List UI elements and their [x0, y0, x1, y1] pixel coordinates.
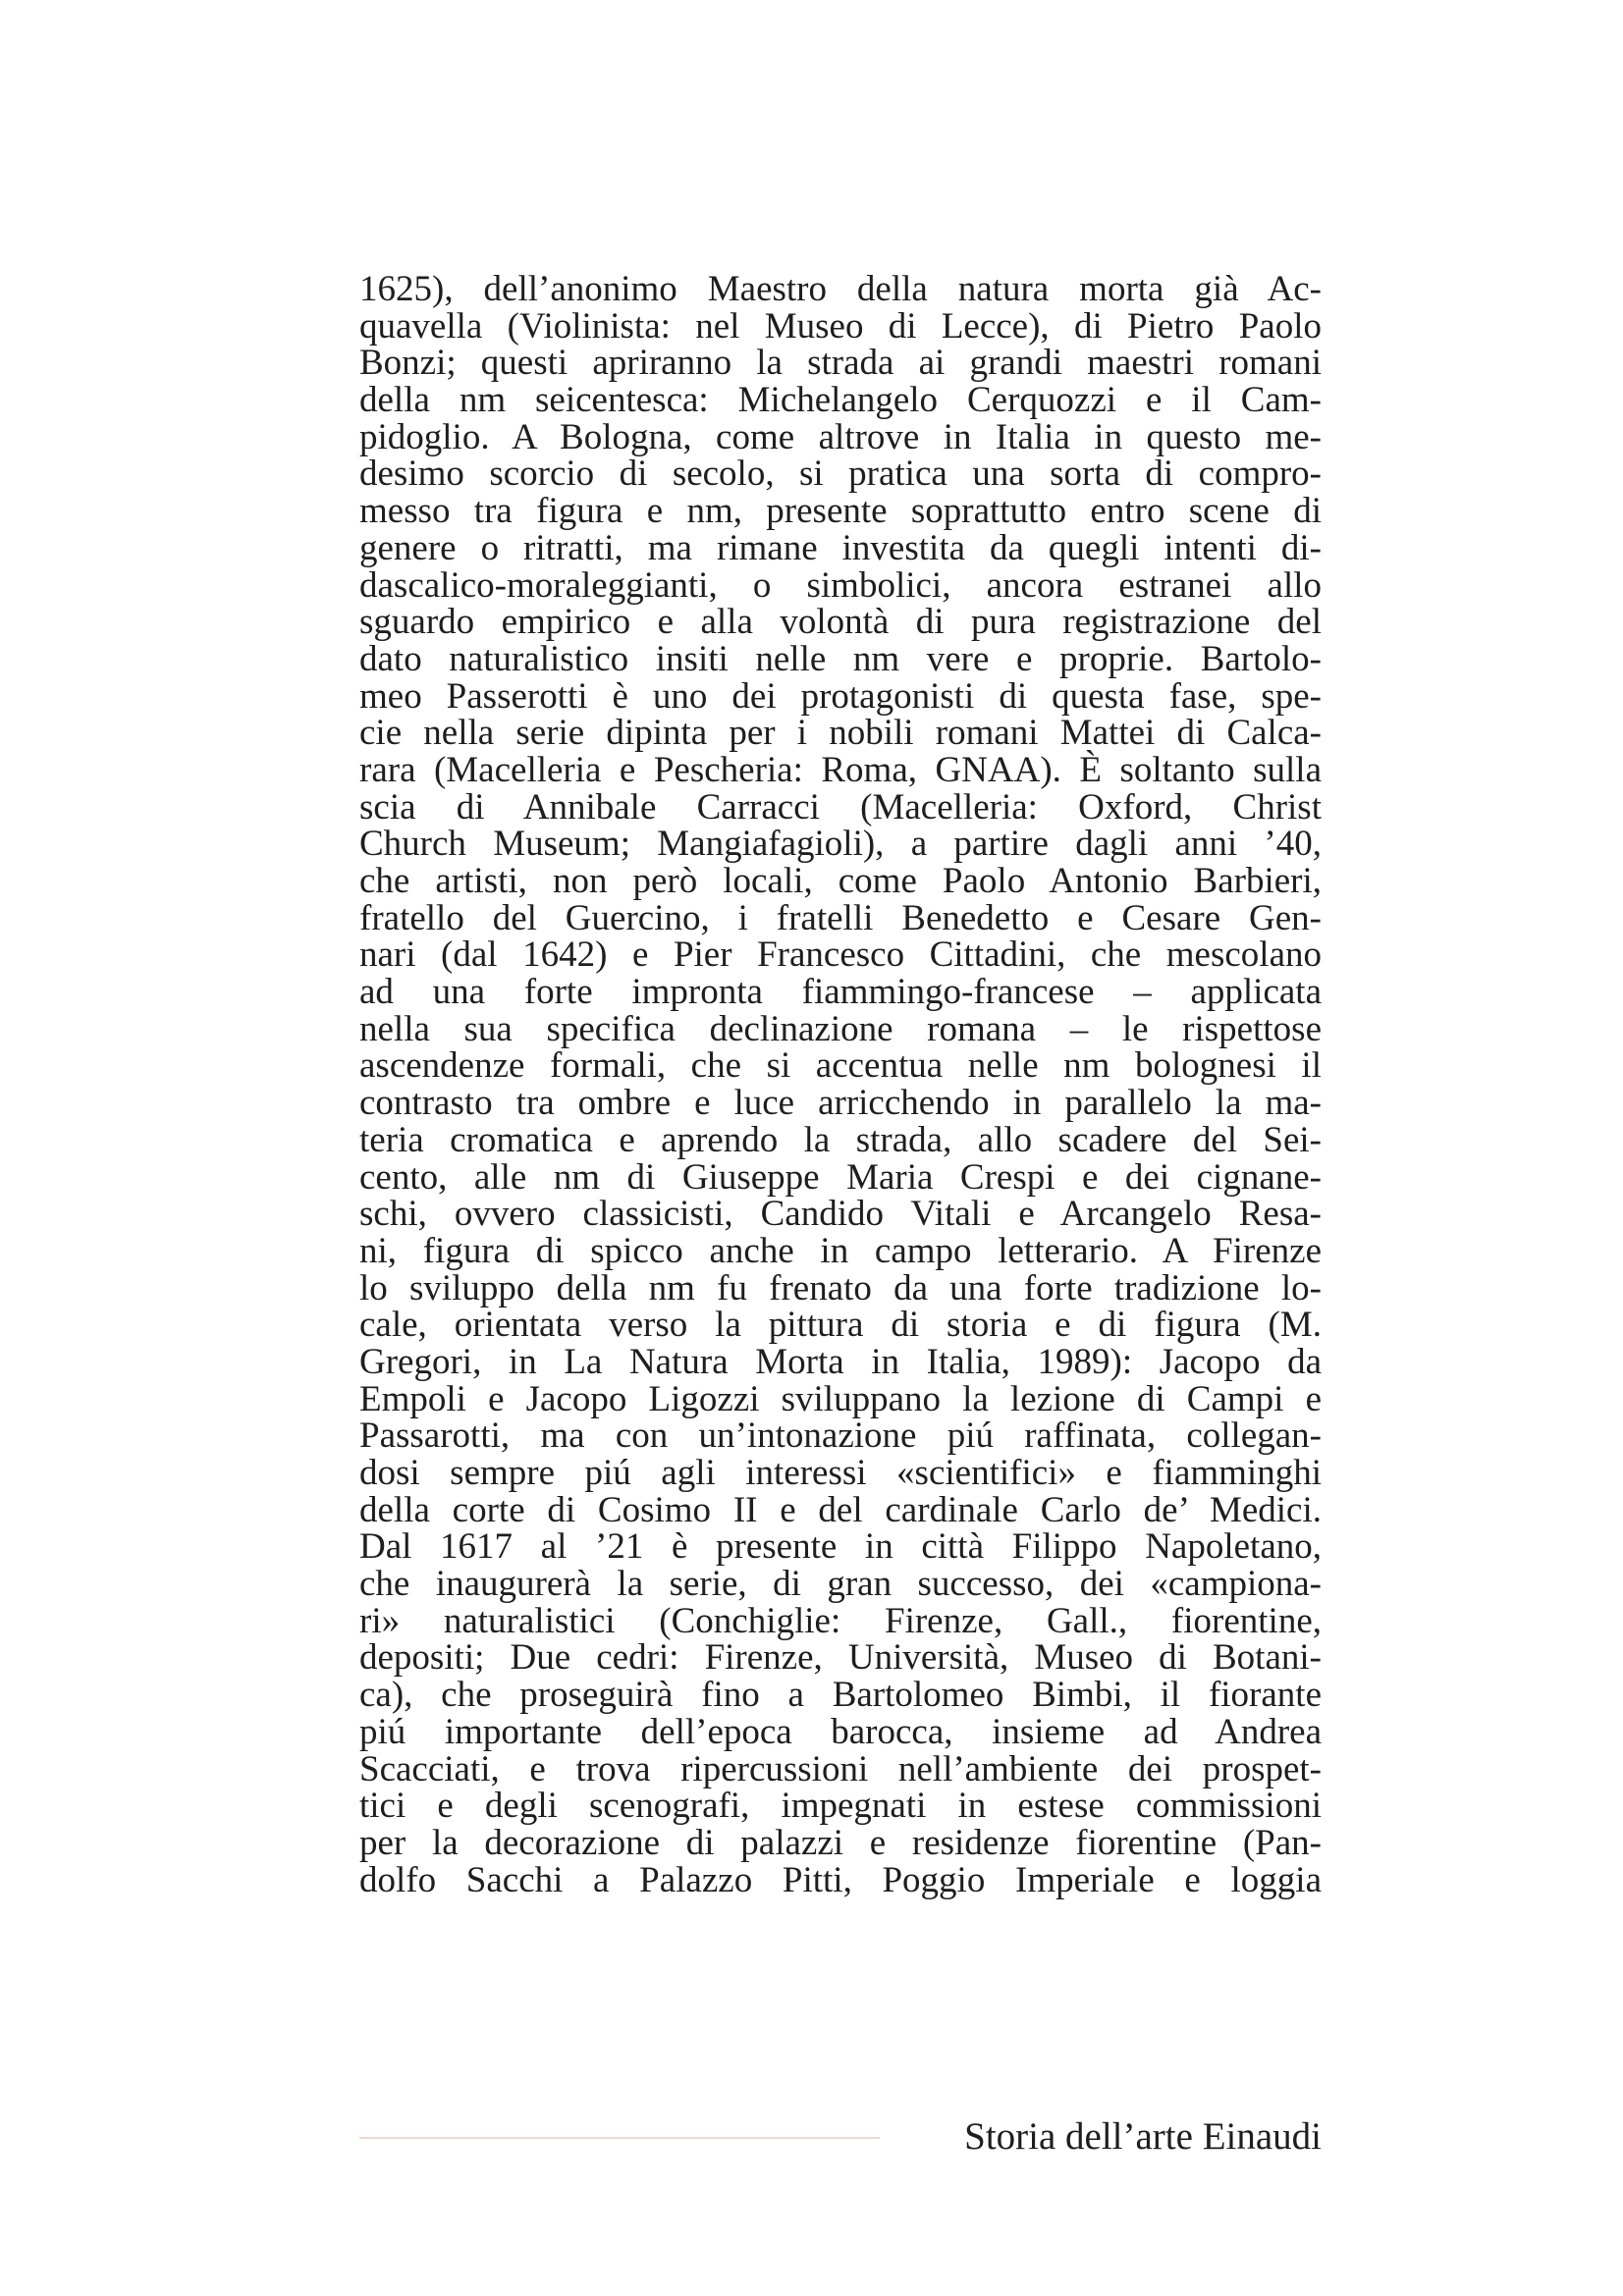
text-line: che artisti, non però locali, come Paolo Antonio Barbieri,	[359, 861, 1322, 901]
text-line: tici e degli scenografi, impegnati in estese commissioni	[359, 1786, 1322, 1827]
text-line: dascalico-moraleggianti, o simbolici, ancora estranei allo	[359, 564, 1322, 606]
text-line: dolfo Sacchi a Palazzo Pitti, Poggio Imperiale e loggia	[359, 1859, 1322, 1900]
text-line: dato naturalistico insiti nelle nm vere e proprie. Bartolo-	[359, 638, 1322, 679]
text-line: nella sua specifica declinazione romana – le rispettose	[359, 1008, 1322, 1049]
text-line: ni, figura di spicco anche in campo letterario. A Firenze	[359, 1230, 1322, 1271]
text-line: messo tra figura e nm, presente soprattutto entro scene di	[359, 491, 1322, 532]
text-line: Bonzi; questi apriranno la strada ai grandi maestri romani	[359, 343, 1322, 384]
footer-divider	[359, 2137, 880, 2139]
text-line: contrasto tra ombre e luce arricchendo in parallelo la ma-	[359, 1083, 1322, 1124]
text-line: lo sviluppo della nm fu frenato da una forte tradizione lo-	[359, 1267, 1322, 1308]
text-line: che inaugurerà la serie, di gran successo, dei «campiona-	[359, 1564, 1322, 1605]
text-line: ascendenze formali, che si accentua nelle nm bolognesi il	[359, 1045, 1322, 1087]
text-line: scia di Annibale Carracci (Macelleria: Oxford, Christ	[359, 786, 1322, 828]
text-line: cento, alle nm di Giuseppe Maria Crespi e dei cignane-	[359, 1156, 1322, 1198]
text-line: depositi; Due cedri: Firenze, Università, Museo di Botani-	[359, 1637, 1322, 1679]
text-line: Scacciati, e trova ripercussioni nell’ambiente dei prospet-	[359, 1748, 1322, 1789]
text-line: piú importante dell’epoca barocca, insieme ad Andrea	[359, 1711, 1322, 1752]
text-line: per la decorazione di palazzi e residenze fiorentine (Pan-	[359, 1822, 1322, 1863]
text-line: Church Museum; Mangiafagioli), a partire dagli anni ’40,	[359, 824, 1322, 865]
text-line: cie nella serie dipinta per i nobili romani Mattei di Calca-	[359, 713, 1322, 754]
text-line: ad una forte impronta fiammingo-francese – applicata	[359, 972, 1322, 1013]
text-line: nari (dal 1642) e Pier Francesco Cittadini, che mescolano	[359, 934, 1322, 976]
text-line: sguardo empirico e alla volontà di pura registrazione del	[359, 602, 1322, 643]
text-line: fratello del Guercino, i fratelli Benedetto e Cesare Gen-	[359, 897, 1322, 938]
text-line: Passarotti, ma con un’intonazione piú raffinata, collegan-	[359, 1415, 1322, 1457]
text-line: della corte di Cosimo II e del cardinale Carlo de’ Medici.	[359, 1489, 1322, 1530]
footer-title: Storia dell’arte Einaudi	[964, 2115, 1322, 2158]
text-line: schi, ovvero classicisti, Candido Vitali e Arcangelo Resa-	[359, 1194, 1322, 1235]
text-line: Gregori, in La Natura Morta in Italia, 1989): Jacopo da	[359, 1341, 1322, 1382]
text-line: ca), che proseguirà fino a Bartolomeo Bimbi, il fiorante	[359, 1675, 1322, 1716]
page-footer	[359, 2112, 1322, 2162]
text-line: 1625), dell’anonimo Maestro della natura morta già Ac-	[359, 269, 1322, 309]
text-line: meo Passerotti è uno dei protagonisti di questa fase, spe-	[359, 675, 1322, 717]
text-line: rara (Macelleria e Pescheria: Roma, GNAA). È soltanto sulla	[359, 749, 1322, 790]
text-line: dosi sempre piú agli interessi «scientifici» e fiamminghi	[359, 1453, 1322, 1493]
body-text	[359, 271, 1322, 1898]
text-line: teria cromatica e aprendo la strada, allo scadere del Sei-	[359, 1119, 1322, 1160]
text-line: desimo scorcio di secolo, si pratica una sorta di compro-	[359, 454, 1322, 495]
text-line: Dal 1617 al ’21 è presente in città Filippo Napoletano,	[359, 1526, 1322, 1568]
text-line: della nm seicentesca: Michelangelo Cerquozzi e il Cam-	[359, 380, 1322, 421]
text-line: cale, orientata verso la pittura di storia e di figura (M.	[359, 1305, 1322, 1346]
text-line: quavella (Violinista: nel Museo di Lecce), di Pietro Paolo	[359, 305, 1322, 347]
text-line: Empoli e Jacopo Ligozzi sviluppano la lezione di Campi e	[359, 1378, 1322, 1419]
text-line: pidoglio. A Bologna, come altrove in Italia in questo me-	[359, 416, 1322, 457]
text-line: ri» naturalistici (Conchiglie: Firenze, Gall., fiorentine,	[359, 1600, 1322, 1641]
text-line: genere o ritratti, ma rimane investita da quegli intenti di-	[359, 527, 1322, 568]
